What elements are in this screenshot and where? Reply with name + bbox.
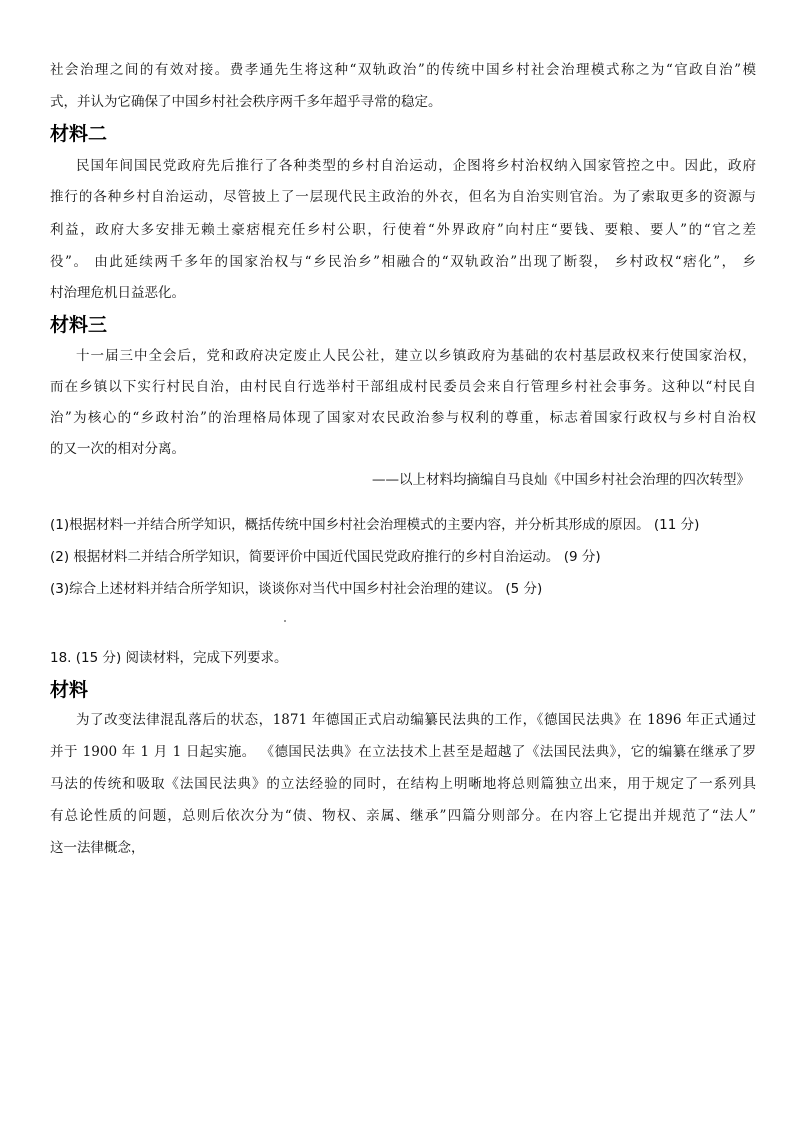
question-18-material-heading: 材料 [50, 679, 89, 701]
question-1: (1)根据材料一并结合所学知识，概括传统中国乡村社会治理模式的主要内容，并分析其形成的原因。 (11 分) [50, 517, 700, 533]
material3-heading: 材料三 [50, 314, 108, 336]
q18-material-line-3: 马法的传统和吸取《法国民法典》的立法经验的同时，在结构上明晰地将总则篇独立出来，用于规定了一系列具 [50, 776, 756, 792]
material2-line-5: 村治理危机日益恶化。 [50, 285, 185, 301]
material3-line-4: 的又一次的相对分离。 [50, 441, 185, 457]
question-3: (3)综合上述材料并结合所学知识，谈谈你对当代中国乡村社会治理的建议。 (5 分) [50, 581, 543, 597]
material1-line-1: 社会治理之间的有效对接。费孝通先生将这种“双轨政治”的传统中国乡村社会治理模式称之为“官政自治”模 [50, 62, 756, 78]
material2-line-4: 役”。 由此延续两千多年的国家治权与“乡民治乡”相融合的“双轨政治”出现了断裂， 乡村政权“痞化”， 乡 [50, 254, 756, 270]
question-18-prompt: 18. (15 分) 阅读材料，完成下列要求。 [50, 650, 288, 666]
q18-material-line-4: 有总论性质的问题，总则后依次分为“债、物权、亲属、继承”四篇分则部分。在内容上它提出并规范了“法人” [50, 808, 756, 824]
q18-material-line-2: 并于 1900 年 1 月 1 日起实施。 《德国民法典》在立法技术上甚至是超越了《法国民法典》，它的编纂在继承了罗 [50, 744, 756, 760]
material2-line-1: 民国年间国民党政府先后推行了各种类型的乡村自治运动，企图将乡村治权纳入国家管控之中。因此，政府 [76, 158, 756, 174]
q18-material-line-1: 为了改变法律混乱落后的状态，1871 年德国正式启动编纂民法典的工作，《德国民法典》在 1896 年正式通过 [76, 712, 756, 728]
question-2: (2) 根据材料二并结合所学知识，简要评价中国近代国民党政府推行的乡村自治运动。 (9 分) [50, 549, 601, 565]
scan-speck [284, 620, 286, 622]
material2-line-3: 利益，政府大多安排无赖土豪痞棍充任乡村公职，行使着“外界政府”向村庄“要钱、要粮、要人”的“官之差 [50, 222, 756, 238]
material-source-citation: ——以上材料均摘编自马良灿《中国乡村社会治理的四次转型》 [372, 472, 750, 488]
q18-material-line-5: 这一法律概念， [50, 840, 145, 856]
material3-line-2: 而在乡镇以下实行村民自治，由村民自行选举村干部组成村民委员会来自行管理乡村社会事务。这种以“村民自 [50, 379, 756, 395]
material3-line-3: 治”为核心的“乡政村治”的治理格局体现了国家对农民政治参与权利的尊重，标志着国家行政权与乡村自治权 [50, 410, 756, 426]
material2-line-2: 推行的各种乡村自治运动，尽管披上了一层现代民主政治的外衣，但名为自治实则官治。为了索取更多的资源与 [50, 189, 756, 205]
material3-line-1: 十一届三中全会后，党和政府决定废止人民公社，建立以乡镇政府为基础的农村基层政权来行使国家治权， [76, 348, 756, 364]
material1-line-2: 式，并认为它确保了中国乡村社会秩序两千多年超乎寻常的稳定。 [50, 94, 442, 110]
material2-heading: 材料二 [50, 123, 108, 145]
